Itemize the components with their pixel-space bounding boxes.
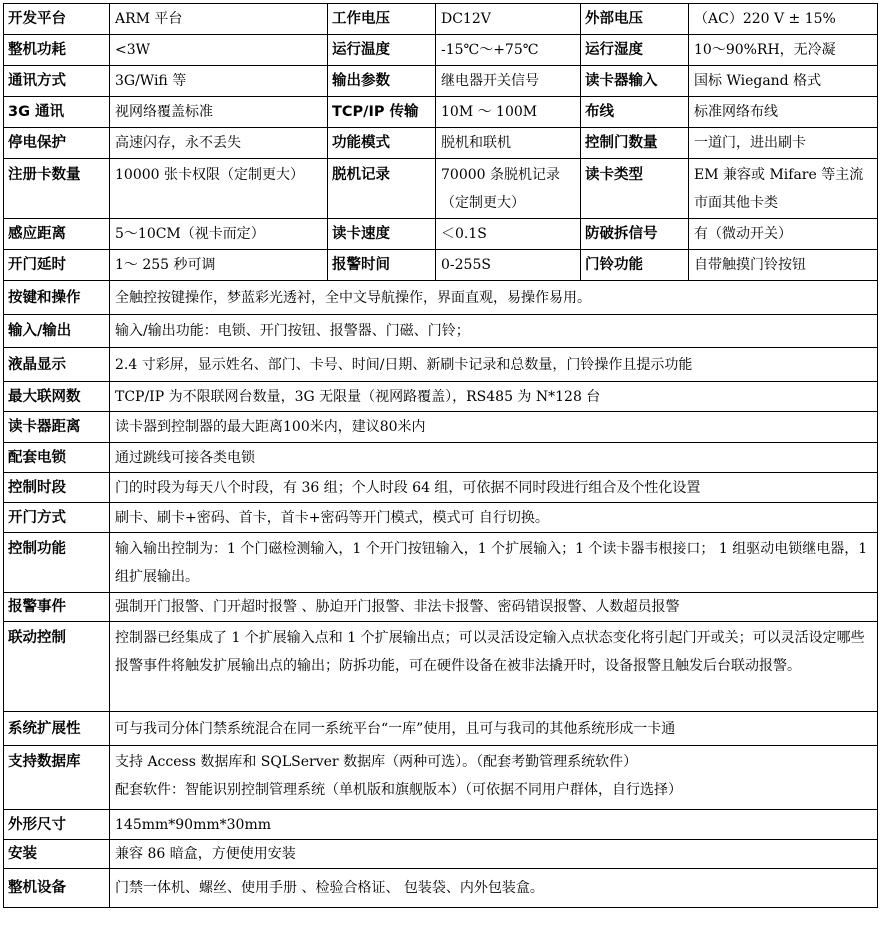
- spec-wide-row: [4, 810, 878, 840]
- spec-value: -15℃～+75℃: [436, 35, 581, 66]
- spec-label: 开门延时: [4, 250, 110, 281]
- spec-row: [4, 35, 878, 66]
- spec-value: [110, 746, 878, 810]
- spec-wide-row: [4, 533, 878, 593]
- spec-label: 读卡速度: [328, 219, 436, 250]
- spec-value: 读卡器到控制器的最大距离100米内，建议80米内: [110, 412, 878, 443]
- spec-label: 按键和操作: [4, 281, 110, 315]
- spec-wide-row: [4, 348, 878, 382]
- spec-label: 液晶显示: [4, 348, 110, 382]
- spec-value: 脱机和联机: [436, 128, 581, 159]
- spec-label: 整机设备: [4, 869, 110, 908]
- spec-value: 可与我司分体门禁系统混合在同一系统平台“一库”使用，且可与我司的其他系统形成一卡通: [110, 712, 878, 746]
- spec-label: 整机功耗: [4, 35, 110, 66]
- spec-label: 读卡器输入: [581, 66, 689, 97]
- spec-value: 一道门，进出刷卡: [689, 128, 878, 159]
- spec-value: 输入输出控制为：1 个门磁检测输入，1 个开门按钮输入，1 个扩展输入；1 个读卡器韦根接口； 1 组驱动电锁继电器，1 组扩展输出。: [110, 533, 878, 593]
- spec-value: 5～10CM（视卡而定）: [110, 219, 328, 250]
- spec-value: 输入/输出功能：电锁、开门按钮、报警器、门磁、门铃；: [110, 315, 878, 348]
- spec-label: 外形尺寸: [4, 810, 110, 840]
- spec-wide-row: [4, 746, 878, 810]
- spec-row: [4, 219, 878, 250]
- spec-value: ARM 平台: [110, 4, 328, 35]
- spec-label: 布线: [581, 97, 689, 128]
- spec-value: 国标 Wiegand 格式: [689, 66, 878, 97]
- spec-value: ＜0.1S: [436, 219, 581, 250]
- spec-table: [3, 3, 878, 908]
- spec-value: 控制器已经集成了 1 个扩展输入点和 1 个扩展输出点；可以灵活设定输入点状态变化将引起门开或关；可以灵活设定哪些报警事件将触发扩展输出点的输出；防拆功能，可在硬件设备在被非法撬开时，设备报警且触发后台联动报警。: [110, 622, 878, 712]
- spec-value: 标准网络布线: [689, 97, 878, 128]
- spec-label: 联动控制: [4, 622, 110, 712]
- spec-wide-row: [4, 503, 878, 533]
- spec-value: DC12V: [436, 4, 581, 35]
- spec-label: 报警事件: [4, 593, 110, 622]
- spec-wide-row: [4, 869, 878, 908]
- spec-value: 10～90%RH，无冷凝: [689, 35, 878, 66]
- spec-row: [4, 97, 878, 128]
- spec-wide-row: [4, 315, 878, 348]
- spec-wide-row: [4, 622, 878, 712]
- spec-value: 3G/Wifi 等: [110, 66, 328, 97]
- spec-label: 开门方式: [4, 503, 110, 533]
- spec-value: 2.4 寸彩屏，显示姓名、部门、卡号、时间/日期、新刷卡记录和总数量，门铃操作且提示功能: [110, 348, 878, 382]
- spec-row: [4, 250, 878, 281]
- spec-label: 脱机记录: [328, 159, 436, 219]
- spec-value: 兼容 86 暗盒，方便使用安装: [110, 840, 878, 869]
- spec-value: <3W: [110, 35, 328, 66]
- spec-label: 通讯方式: [4, 66, 110, 97]
- spec-label: 3G 通讯: [4, 97, 110, 128]
- spec-value-line: 配套软件：智能识别控制管理系统（单机版和旗舰版本）（可依据不同用户群体，自行选择）: [115, 782, 682, 798]
- spec-row: [4, 159, 878, 219]
- spec-value: 有（微动开关）: [689, 219, 878, 250]
- spec-value: 70000 条脱机记录（定制更大）: [436, 159, 581, 219]
- spec-label: 停电保护: [4, 128, 110, 159]
- spec-label: 配套电锁: [4, 443, 110, 473]
- spec-label: 控制功能: [4, 533, 110, 593]
- spec-value: TCP/IP 为不限联网台数量，3G 无限量（视网路覆盖），RS485 为 N*128 台: [110, 382, 878, 412]
- spec-row: [4, 66, 878, 97]
- spec-label: 运行湿度: [581, 35, 689, 66]
- spec-value: 视网络覆盖标准: [110, 97, 328, 128]
- spec-label: 最大联网数: [4, 382, 110, 412]
- spec-value: 0-255S: [436, 250, 581, 281]
- spec-table-body: [4, 4, 878, 908]
- spec-value: 1～ 255 秒可调: [110, 250, 328, 281]
- spec-label: 注册卡数量: [4, 159, 110, 219]
- spec-value: 门禁一体机、螺丝、使用手册 、检验合格证、 包装袋、内外包装盒。: [110, 869, 878, 908]
- spec-label: 输入/输出: [4, 315, 110, 348]
- spec-label: 系统扩展性: [4, 712, 110, 746]
- spec-value: 全触控按键操作，梦蓝彩光透衬，全中文导航操作，界面直观，易操作易用。: [110, 281, 878, 315]
- spec-label: TCP/IP 传输: [328, 97, 436, 128]
- spec-wide-row: [4, 443, 878, 473]
- spec-wide-row: [4, 840, 878, 869]
- spec-value: （AC）220 V ± 15%: [689, 4, 878, 35]
- spec-wide-row: [4, 593, 878, 622]
- spec-label: 外部电压: [581, 4, 689, 35]
- spec-value: 145mm*90mm*30mm: [110, 810, 878, 840]
- spec-label: 门铃功能: [581, 250, 689, 281]
- spec-value: 继电器开关信号: [436, 66, 581, 97]
- spec-value: 自带触摸门铃按钮: [689, 250, 878, 281]
- spec-wide-row: [4, 281, 878, 315]
- spec-label: 工作电压: [328, 4, 436, 35]
- spec-value: 强制开门报警、门开超时报警 、胁迫开门报警、非法卡报警、密码错误报警、人数超员报警: [110, 593, 878, 622]
- spec-label: 开发平台: [4, 4, 110, 35]
- spec-label: 控制门数量: [581, 128, 689, 159]
- spec-label: 防破拆信号: [581, 219, 689, 250]
- spec-wide-row: [4, 473, 878, 503]
- spec-label: 报警时间: [328, 250, 436, 281]
- spec-row: [4, 128, 878, 159]
- spec-value: 10M ～ 100M: [436, 97, 581, 128]
- spec-label: 支持数据库: [4, 746, 110, 810]
- spec-row: [4, 4, 878, 35]
- spec-wide-row: [4, 412, 878, 443]
- spec-label: 控制时段: [4, 473, 110, 503]
- spec-value: 高速闪存，永不丢失: [110, 128, 328, 159]
- spec-label: 读卡类型: [581, 159, 689, 219]
- spec-label: 运行温度: [328, 35, 436, 66]
- spec-value: 门的时段为每天八个时段，有 36 组；个人时段 64 组，可依据不同时段进行组合及个性化设置: [110, 473, 878, 503]
- spec-label: 读卡器距离: [4, 412, 110, 443]
- spec-value: 10000 张卡权限（定制更大）: [110, 159, 328, 219]
- spec-label: 输出参数: [328, 66, 436, 97]
- spec-label: 功能模式: [328, 128, 436, 159]
- spec-value: EM 兼容或 Mifare 等主流市面其他卡类: [689, 159, 878, 219]
- spec-wide-row: [4, 712, 878, 746]
- spec-wide-row: [4, 382, 878, 412]
- spec-value: 刷卡、刷卡+密码、首卡，首卡+密码等开门模式，模式可 自行切换。: [110, 503, 878, 533]
- spec-value-line: 支持 Access 数据库和 SQLServer 数据库（两种可选）。（配套考勤管理系统软件）: [115, 754, 638, 770]
- spec-label: 感应距离: [4, 219, 110, 250]
- spec-value: 通过跳线可接各类电锁: [110, 443, 878, 473]
- spec-label: 安装: [4, 840, 110, 869]
